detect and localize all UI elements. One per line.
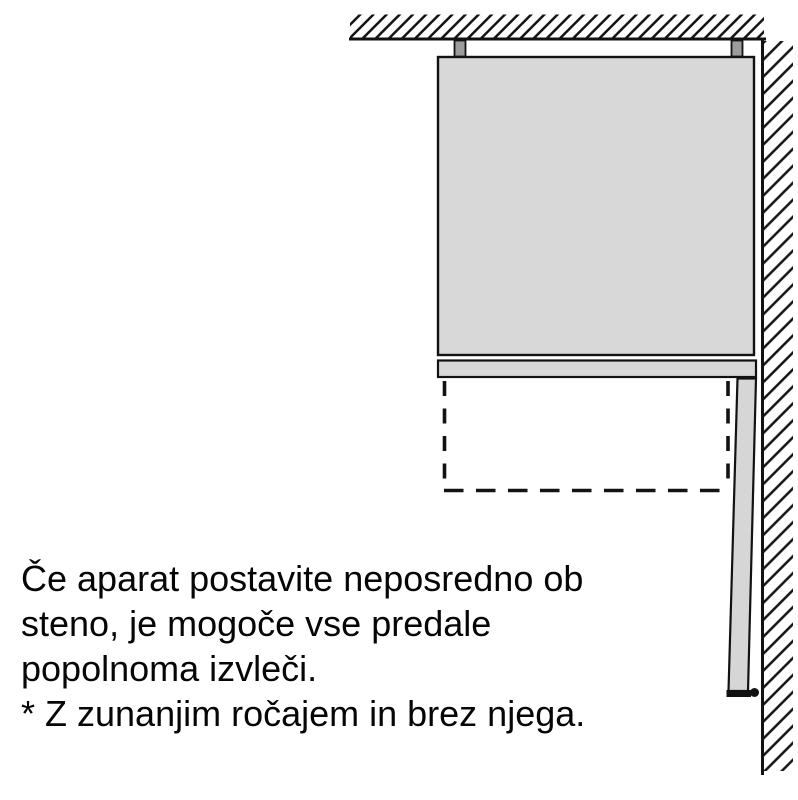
door-hinge-dot: [750, 688, 759, 697]
caption-line-3: popolnoma izvleči.: [21, 648, 318, 689]
caption-footnote: * Z zunanjim ročajem in brez njega.: [21, 693, 586, 734]
wall-spacer-right: [732, 41, 743, 57]
appliance-body: [438, 57, 754, 355]
ceiling-hatch: [350, 15, 764, 38]
plinth-rail: [438, 361, 756, 378]
caption-line-2: steno, je mogoče vse predale: [21, 603, 492, 644]
caption: [21, 556, 721, 736]
caption-line-1: Če aparat postavite neposredno ob: [21, 558, 584, 599]
wall-hatch: [764, 41, 793, 771]
open-door: [729, 379, 757, 692]
wall-spacer-left: [455, 41, 466, 57]
